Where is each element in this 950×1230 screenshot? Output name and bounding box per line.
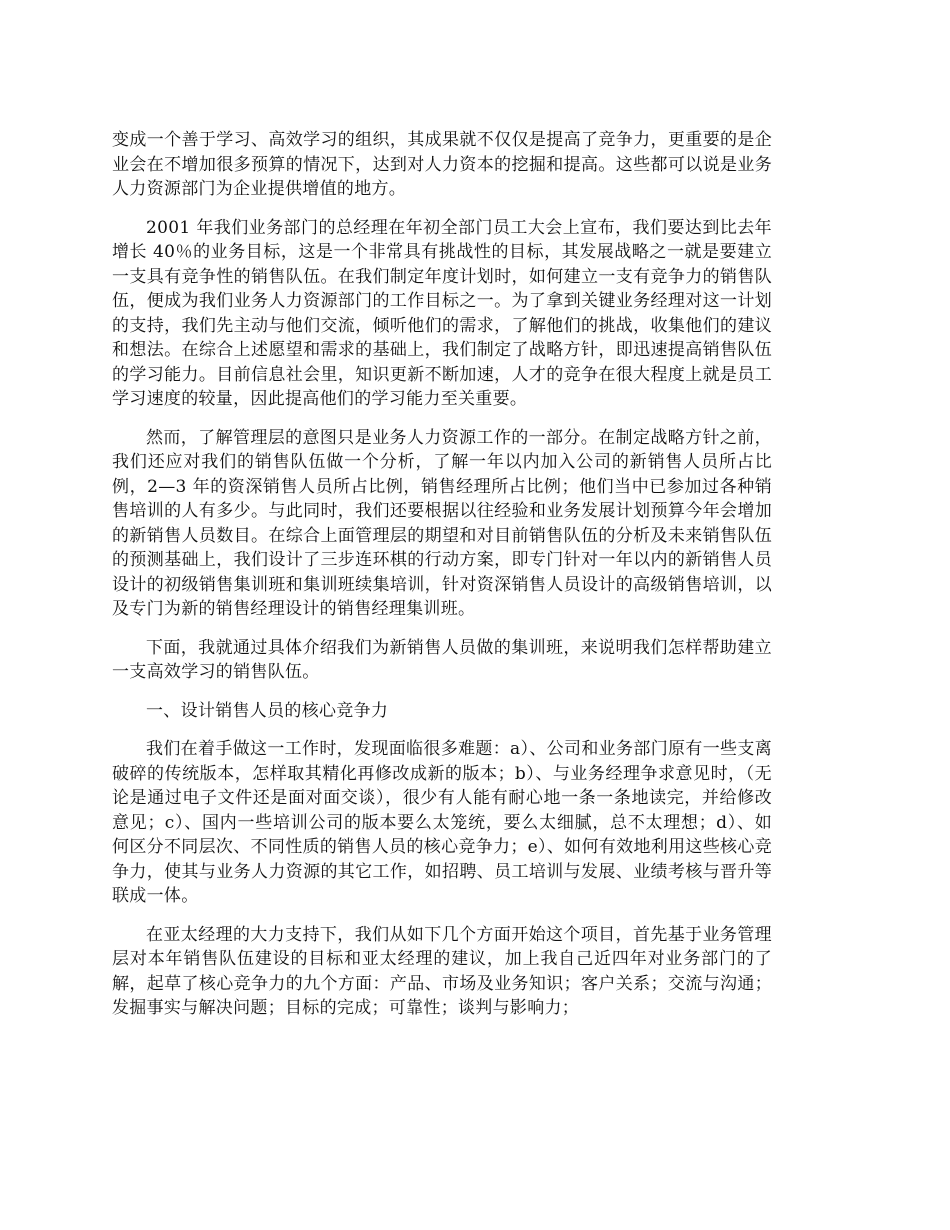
paragraph-1: 变成一个善于学习、高效学习的组织，其成果就不仅仅是提高了竞争力，更重要的是企业会在不增加很多预算的情况下，达到对人力资本的挖掘和提高。这些都可以说是业务人力资源部门为企业提供增值的地方。 bbox=[112, 130, 772, 199]
section-heading: 一、设计销售人员的核心竞争力 bbox=[146, 700, 389, 721]
paragraph-6: 在亚太经理的大力支持下，我们从如下几个方面开始这个项目，首先基于业务管理层对本年销售队伍建设的目标和亚太经理的建议，加上我自己近四年对业务部门的了解，起草了核心竞争力的九个方面：产品、市场及业务知识；客户关系；交流与沟通；发掘事实与解决问题；目标的完成；可靠性；谈判与影响力； bbox=[112, 924, 772, 1018]
paragraph-3: 然而，了解管理层的意图只是业务人力资源工作的一部分。在制定战略方针之前，我们还应对我们的销售队伍做一个分析，了解一年以内加入公司的新销售人员所占比例，2—3 年的资深销售人员所占比例，销售经理所占比例；他们当中已参加过各种销售培训的人有多少。与此同时，我们还要根据以往经验和业务发展计划预算今年会增加的新销售人员数目。在综合上面管理层的期望和对目前销售队伍的分析及未来销售队伍的预测基础上，我们设计了三步连环棋的行动方案，即专门针对一年以内的新销售人员设计的初级销售集训班和集训班续集培训，针对资深销售人员设计的高级销售培训，以及专门为新的销售经理设计的销售经理集训班。 bbox=[112, 427, 772, 619]
document-body bbox=[112, 128, 772, 1035]
paragraph-4: 下面，我就通过具体介绍我们为新销售人员做的集训班，来说明我们怎样帮助建立一支高效学习的销售队伍。 bbox=[112, 637, 772, 682]
paragraph-2: 2001 年我们业务部门的总经理在年初全部门员工大会上宣布，我们要达到比去年增长 40％的业务目标，这是一个非常具有挑战性的目标，其发展战略之一就是要建立一支具有竞争性的销售队伍。在我们制定年度计划时，如何建立一支有竞争力的销售队伍，便成为我们业务人力资源部门的工作目标之一。为了拿到关键业务经理对这一计划的支持，我们先主动与他们交流，倾听他们的需求，了解他们的挑战，收集他们的建议和想法。在综合上述愿望和需求的基础上，我们制定了战略方针，即迅速提高销售队伍的学习能力。目前信息社会里，知识更新不断加速，人才的竞争在很大程度上就是员工学习速度的较量，因此提高他们的学习能力至关重要。 bbox=[112, 217, 772, 409]
paragraph-5: 我们在着手做这一工作时，发现面临很多难题：a）、公司和业务部门原有一些支离破碎的传统版本，怎样取其精化再修改成新的版本；b）、与业务经理争求意见时，（无论是通过电子文件还是面对面交谈），很少有人能有耐心地一条一条地读完，并给修改意见；c）、国内一些培训公司的版本要么太笼统，要么太细腻，总不太理想；d）、如何区分不同层次、不同性质的销售人员的核心竞争力；e）、如何有效地利用这些核心竞争力，使其与业务人力资源的其它工作，如招聘、员工培训与发展、业绩考核与晋升等联成一体。 bbox=[112, 739, 772, 906]
